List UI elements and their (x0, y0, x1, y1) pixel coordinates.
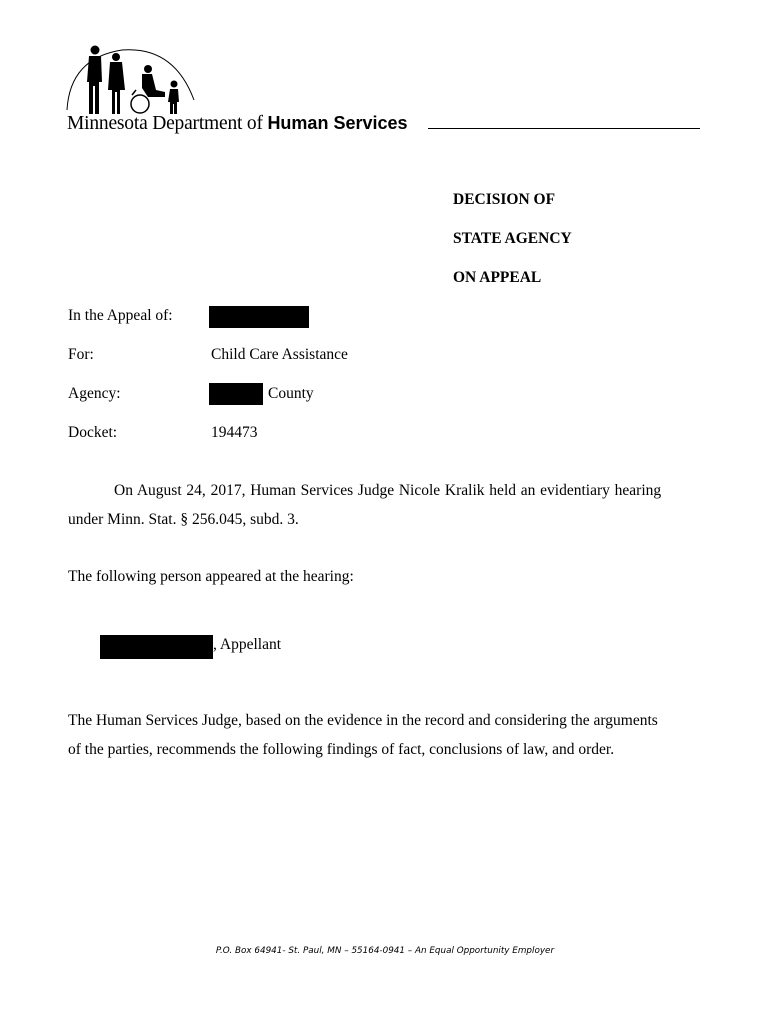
docket-label: Docket: (68, 424, 118, 441)
appeared-text: The following person appeared at the hearing: (68, 568, 354, 585)
hearing-paragraph-line-1: On August 24, 2017, Human Services Judge Nicole Kralik held an evidentiary hearing (114, 482, 662, 499)
docket-value: 194473 (211, 424, 258, 441)
agency-label: Agency: (68, 385, 121, 402)
appeal-label: In the Appeal of: (68, 307, 173, 324)
logo-figure-child (168, 81, 179, 115)
title-line-1: DECISION OF (453, 191, 556, 208)
recommend-paragraph-line-1: The Human Services Judge, based on the evidence in the record and considering the arguments (68, 712, 658, 729)
logo-figure-adult (87, 46, 102, 115)
for-label: For: (68, 346, 94, 363)
redaction-appellant-name (209, 306, 309, 328)
logo-figure-adult-2 (108, 53, 125, 114)
agency-value: County (268, 385, 314, 402)
for-value: Child Care Assistance (211, 346, 348, 363)
appellant-suffix: , Appellant (213, 636, 282, 653)
footer-address: P.O. Box 64941- St. Paul, MN – 55164-0941 – An Equal Opportunity Employer (215, 946, 555, 956)
title-line-3: ON APPEAL (453, 269, 542, 286)
recommend-paragraph-line-2: of the parties, recommends the following findings of fact, conclusions of law, and order. (68, 741, 615, 758)
agency-name-regular: Minnesota Department of (67, 113, 268, 134)
dhs-logo (62, 40, 202, 120)
agency-name-bold: Human Services (267, 113, 408, 133)
logo-figure-wheelchair (142, 65, 165, 97)
agency-name (67, 113, 408, 135)
title-line-2: STATE AGENCY (453, 230, 572, 247)
redaction-county-name (209, 383, 263, 405)
header-rule (428, 128, 700, 129)
hearing-paragraph-line-2: under Minn. Stat. § 256.045, subd. 3. (68, 511, 299, 528)
redaction-appellant-appearance (100, 635, 213, 659)
logo-wheel (131, 95, 149, 113)
